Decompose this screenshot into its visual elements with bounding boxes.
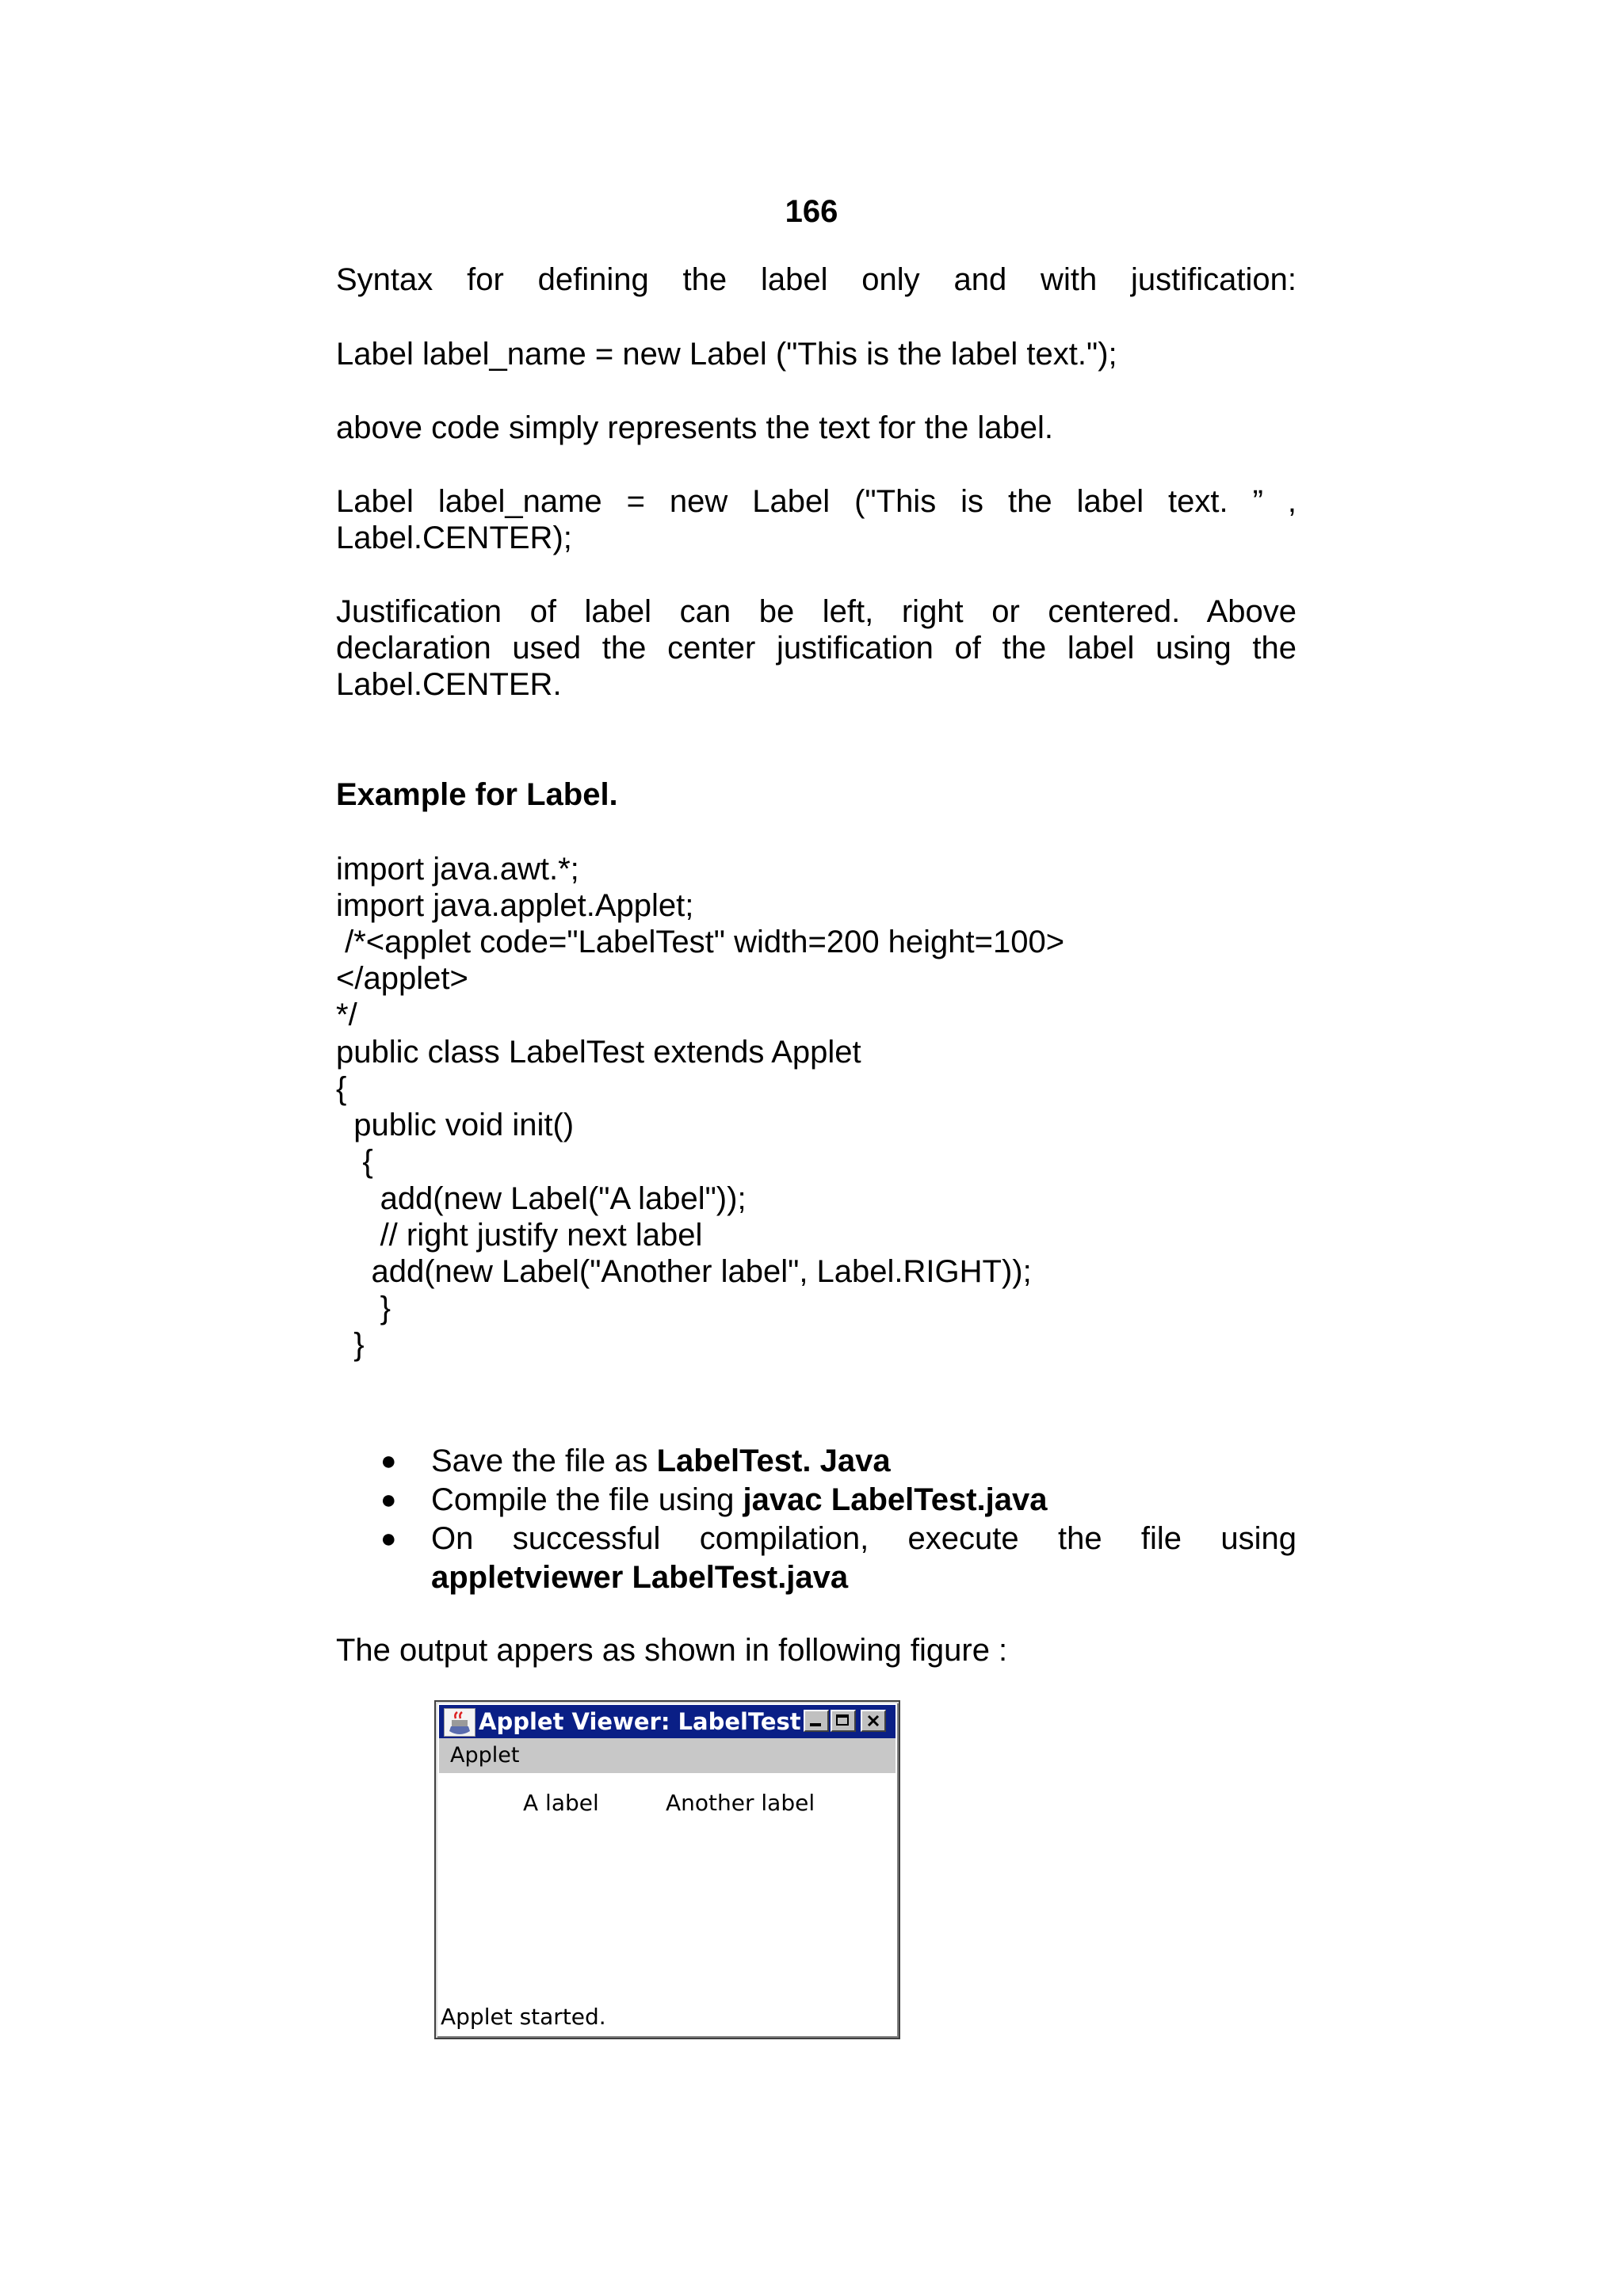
code-line: import java.awt.*; — [336, 852, 579, 887]
code-line: public void init() — [336, 1108, 575, 1142]
window-title: Applet Viewer: LabelTest — [479, 1708, 801, 1735]
applet-viewer-window — [434, 1700, 900, 2039]
code-line: { — [336, 1071, 347, 1106]
code-line: } — [336, 1327, 365, 1362]
code-line: */ — [336, 997, 357, 1032]
list-item: ● Compile the file using javac LabelTest.java — [336, 1481, 1296, 1520]
maximize-icon[interactable] — [831, 1710, 856, 1732]
java-app-icon — [444, 1708, 475, 1737]
bullet-icon: ● — [380, 1485, 397, 1515]
justification-line-2: declaration used the center justification of the label using the — [336, 631, 1296, 666]
status-bar-text: Applet started. — [441, 2004, 606, 2030]
code-line: /*<applet code="LabelTest" width=200 height=100> — [336, 925, 1065, 959]
page-number: 166 — [785, 194, 838, 229]
code-line: { — [336, 1144, 373, 1179]
syntax-heading: Syntax for defining the label only and with justification: — [336, 262, 1296, 297]
code-label-centered-line2: Label.CENTER); — [336, 521, 572, 555]
code-description: above code simply represents the text for the label. — [336, 410, 1053, 445]
justification-line-3: Label.CENTER. — [336, 667, 562, 702]
applet-canvas — [439, 1773, 896, 2031]
label-a: A label — [523, 1790, 599, 1816]
menu-bar — [439, 1738, 896, 1773]
justification-line-1: Justification of label can be left, right or centered. Above — [336, 594, 1296, 629]
example-heading: Example for Label. — [336, 777, 618, 812]
code-line: add(new Label("A label")); — [336, 1181, 747, 1216]
bullet-icon: ● — [380, 1446, 397, 1476]
title-bar[interactable] — [439, 1705, 896, 1738]
code-label-plain: Label label_name = new Label ("This is the label text."); — [336, 337, 1117, 372]
code-line: add(new Label("Another label", Label.RIGHT)); — [336, 1254, 1032, 1289]
code-line: } — [336, 1291, 391, 1325]
bullet-icon: ● — [380, 1524, 397, 1554]
code-label-centered-line1: Label label_name = new Label ("This is the label text. ” , — [336, 484, 1296, 519]
list-item: ● On successful compilation, execute the file using appletviewer LabelTest.java — [380, 1521, 1296, 1595]
minimize-icon[interactable] — [804, 1710, 829, 1732]
label-another: Another label — [666, 1790, 815, 1816]
close-icon[interactable] — [861, 1710, 886, 1732]
code-line: </applet> — [336, 961, 468, 996]
code-line: public class LabelTest extends Applet — [336, 1035, 861, 1070]
code-line: import java.applet.Applet; — [336, 888, 694, 923]
code-line: // right justify next label — [336, 1218, 703, 1253]
output-sentence: The output appers as shown in following figure : — [336, 1633, 1008, 1668]
menu-applet[interactable]: Applet — [450, 1743, 520, 1768]
list-item: ● Save the file as LabelTest. Java — [336, 1442, 1296, 1481]
instruction-list — [336, 1442, 1296, 1597]
